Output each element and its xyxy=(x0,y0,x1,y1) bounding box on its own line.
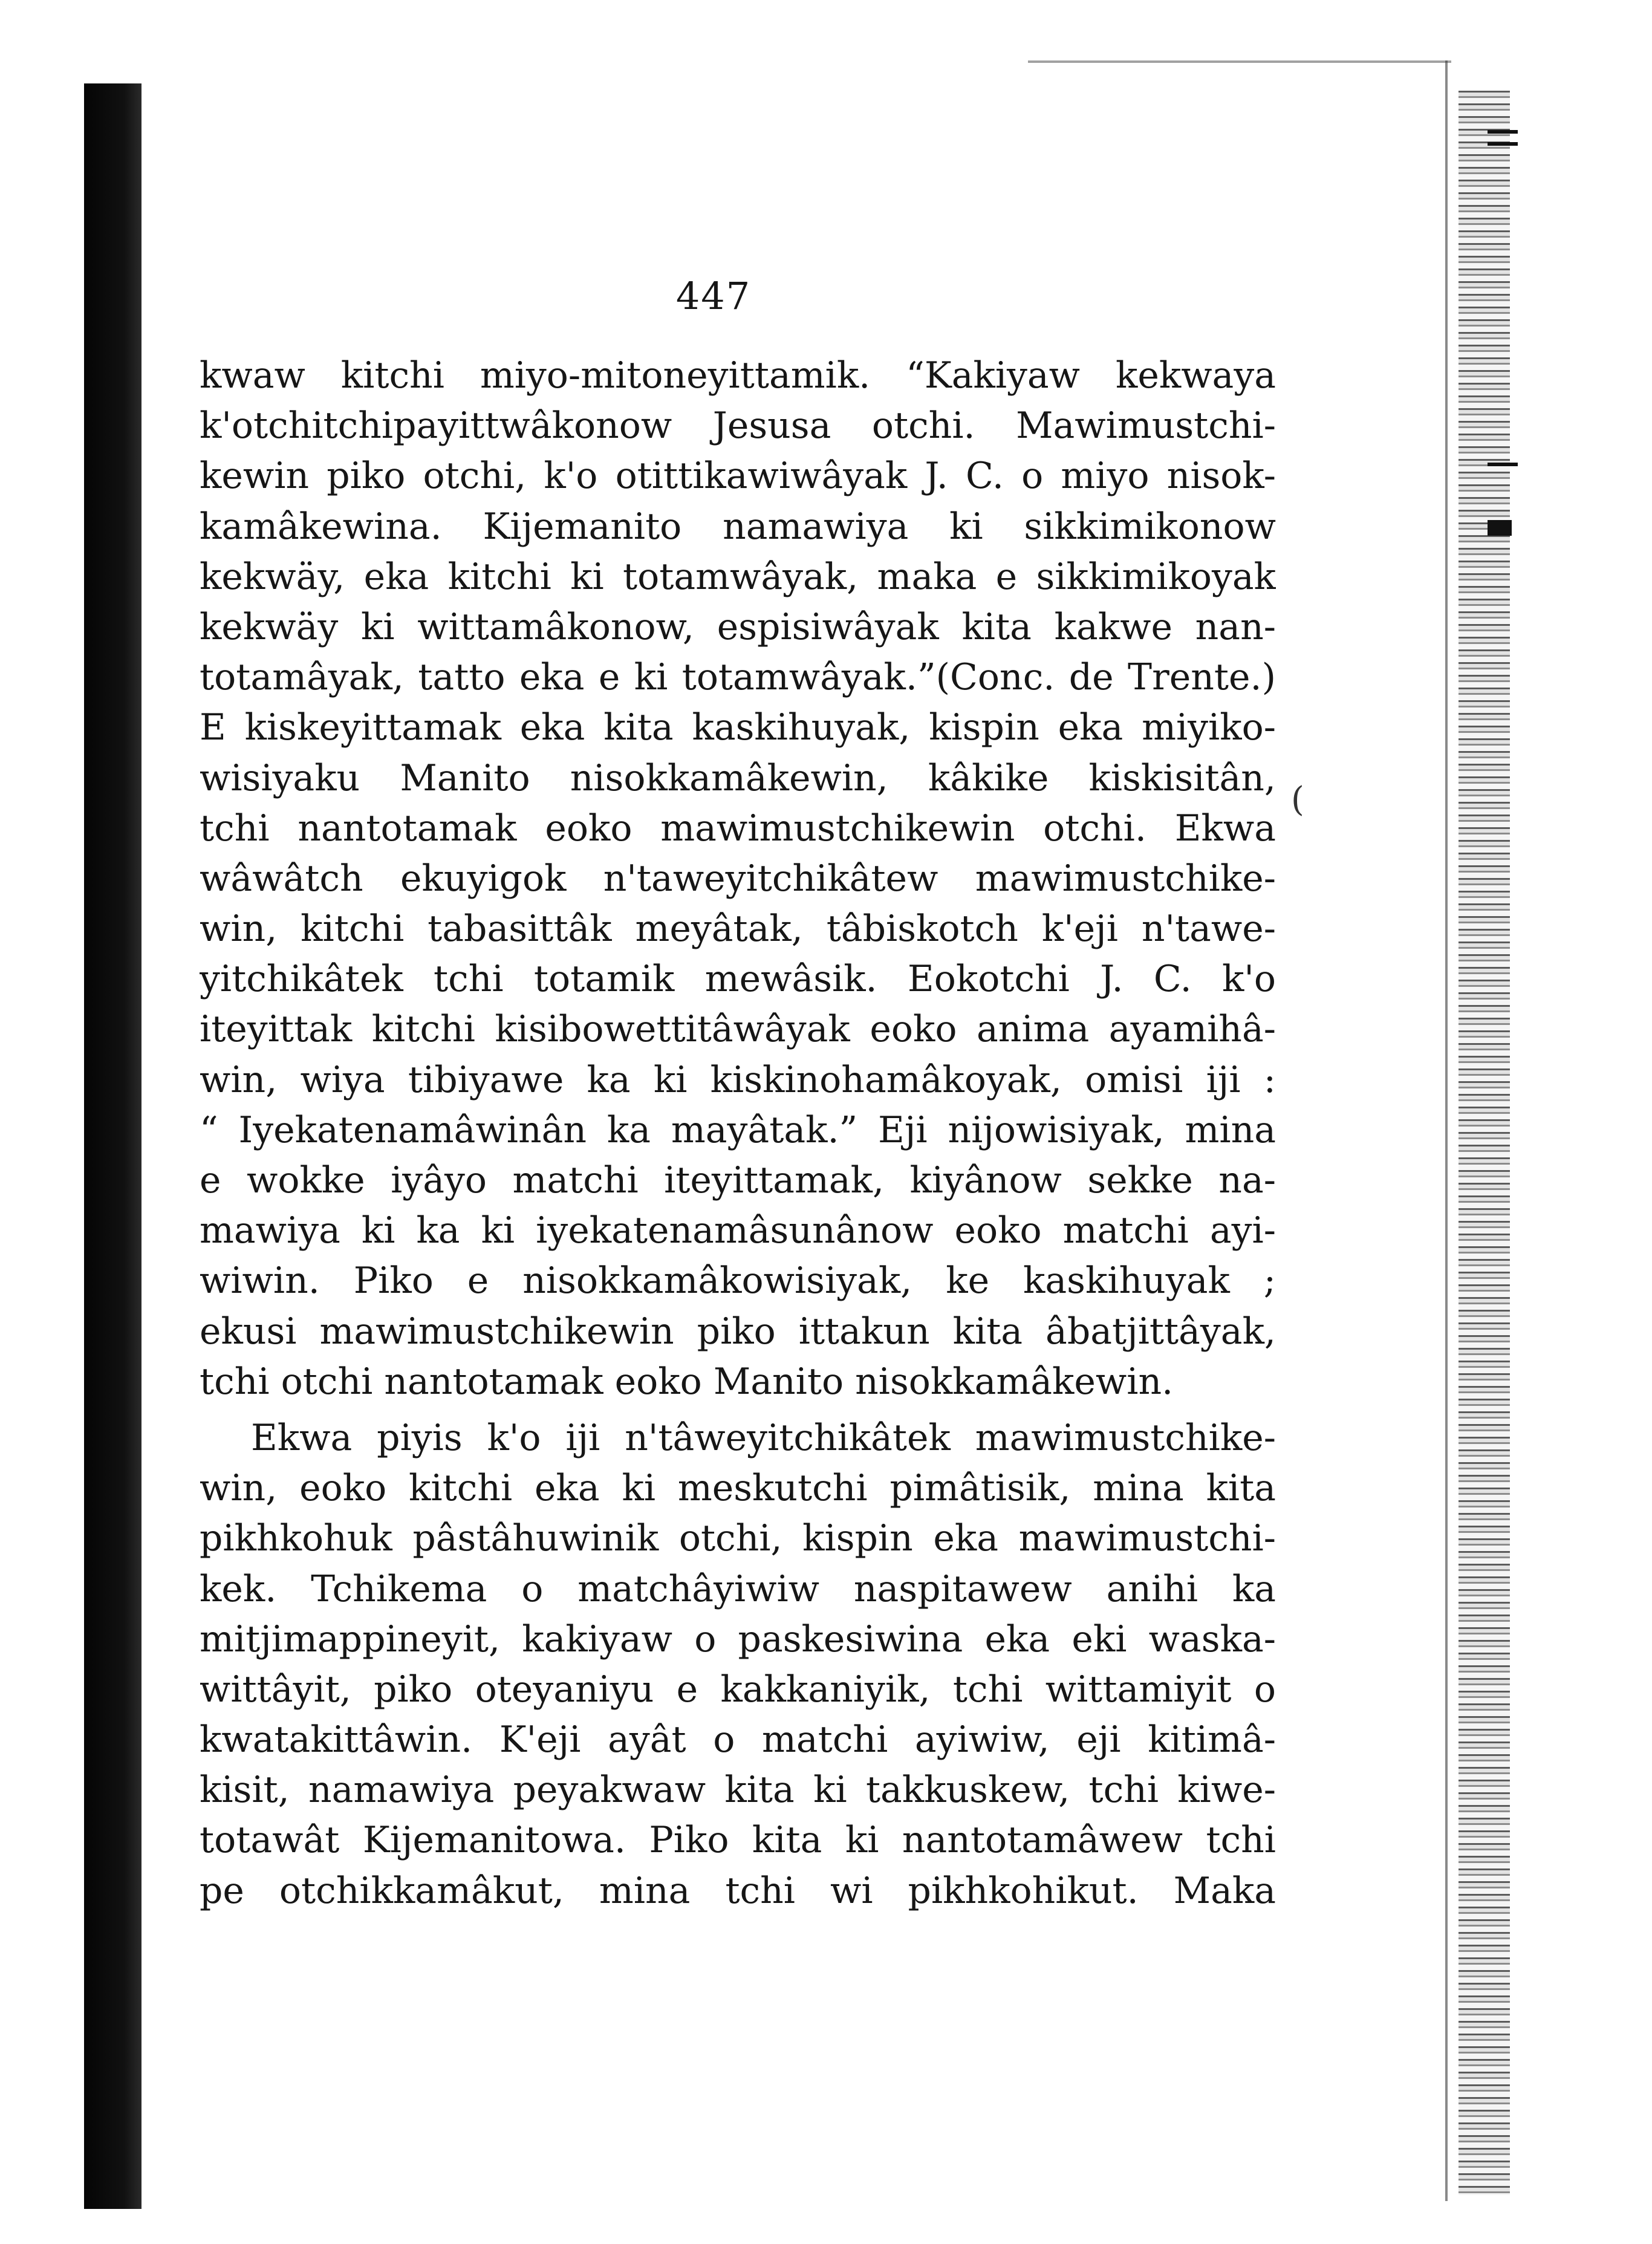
text-line: tchi nantotamak eoko mawimustchikewin otchi. Ekwa xyxy=(200,807,1276,850)
text-line: kamâkewina. Kijemanito namawiya ki sikkimikonow xyxy=(200,505,1276,548)
text-line: wittâyit, piko oteyaniyu e kakkaniyik, tchi wittamiyit o xyxy=(200,1668,1276,1711)
text-line: mawiya ki ka ki iyekatenamâsunânow eoko matchi ayi- xyxy=(200,1209,1276,1252)
text-line: totamâyak, tatto eka e ki totamwâyak.”(Conc. de Trente.) xyxy=(200,656,1276,699)
edge-tick xyxy=(1488,463,1518,466)
binding-shadow xyxy=(84,83,141,2209)
text-line: win, eoko kitchi eka ki meskutchi pimâtisik, mina kita xyxy=(200,1467,1276,1510)
text-line: win, wiya tibiyawe ka ki kiskinohamâkoyak, omisi iji : xyxy=(200,1058,1276,1101)
body-text xyxy=(200,351,1276,1916)
text-line: wâwâtch ekuyigok n'taweyitchikâtew mawimustchike- xyxy=(200,857,1276,900)
paragraph xyxy=(200,351,1276,1407)
text-line: “ Iyekatenamâwinân ka mayâtak.” Eji nijowisiyak, mina xyxy=(200,1108,1276,1151)
text-line: kewin piko otchi, k'o otittikawiwâyak J. C. o miyo nisok- xyxy=(200,455,1276,498)
text-line: ekusi mawimustchikewin piko ittakun kita âbatjittâyak, xyxy=(200,1310,1276,1353)
text-line: Ekwa piyis k'o iji n'tâweyitchikâtek mawimustchike- xyxy=(251,1416,1276,1459)
text-line: pikhkohuk pâstâhuwinik otchi, kispin eka mawimustchi- xyxy=(200,1517,1276,1560)
text-line: totawât Kijemanitowa. Piko kita ki nantotamâwew tchi xyxy=(200,1819,1276,1862)
text-line: kisit, namawiya peyakwaw kita ki takkuskew, tchi kiwe- xyxy=(200,1769,1276,1812)
text-line: mitjimappineyit, kakiyaw o paskesiwina eka eki waska- xyxy=(200,1618,1276,1660)
text-line: kwatakittâwin. K'eji ayât o matchi ayiwiw, eji kitimâ- xyxy=(200,1719,1276,1761)
text-line: yitchikâtek tchi totamik mewâsik. Eokotchi J. C. k'o xyxy=(200,958,1276,1001)
text-line: iteyittak kitchi kisibowettitâwâyak eoko anima ayamihâ- xyxy=(200,1008,1276,1051)
edge-tick xyxy=(1488,520,1512,536)
text-line: win, kitchi tabasittâk meyâtak, tâbiskotch k'eji n'tawe- xyxy=(200,908,1276,951)
margin-stray-mark: ( xyxy=(1291,780,1304,819)
text-line: E kiskeyittamak eka kita kaskihuyak, kispin eka miyiko- xyxy=(200,706,1276,749)
text-line: kekwäy ki wittamâkonow, espisiwâyak kita kakwe nan- xyxy=(200,605,1276,648)
text-line: wiwin. Piko e nisokkamâkowisiyak, ke kaskihuyak ; xyxy=(200,1260,1276,1302)
text-line: e wokke iyâyo matchi iteyittamak, kiyânow sekke na- xyxy=(200,1159,1276,1202)
paragraph xyxy=(200,1413,1276,1916)
scan-edge-noise xyxy=(1459,91,1510,2195)
scan-edge-rule xyxy=(1028,60,1451,63)
text-line: pe otchikkamâkut, mina tchi wi pikhkohikut. Maka xyxy=(200,1869,1276,1912)
text-line: kekwäy, eka kitchi ki totamwâyak, maka e sikkimikoyak xyxy=(200,555,1276,598)
paragraph-gap xyxy=(200,1407,1276,1413)
text-line: tchi otchi nantotamak eoko Manito nisokkamâkewin. xyxy=(200,1360,1174,1403)
page-number: 447 xyxy=(675,274,752,318)
edge-tick xyxy=(1488,130,1518,134)
text-line: kek. Tchikema o matchâyiwiw naspitawew anihi ka xyxy=(200,1567,1276,1610)
text-line: k'otchitchipayittwâkonow Jesusa otchi. Mawimustchi- xyxy=(200,405,1276,447)
page-edge-line xyxy=(1445,60,1448,2201)
edge-tick xyxy=(1488,142,1518,146)
text-line: wisiyaku Manito nisokkamâkewin, kâkike kiskisitân, xyxy=(200,756,1276,799)
text-line: kwaw kitchi miyo-mitoneyittamik. “Kakiyaw kekwaya xyxy=(200,354,1276,397)
